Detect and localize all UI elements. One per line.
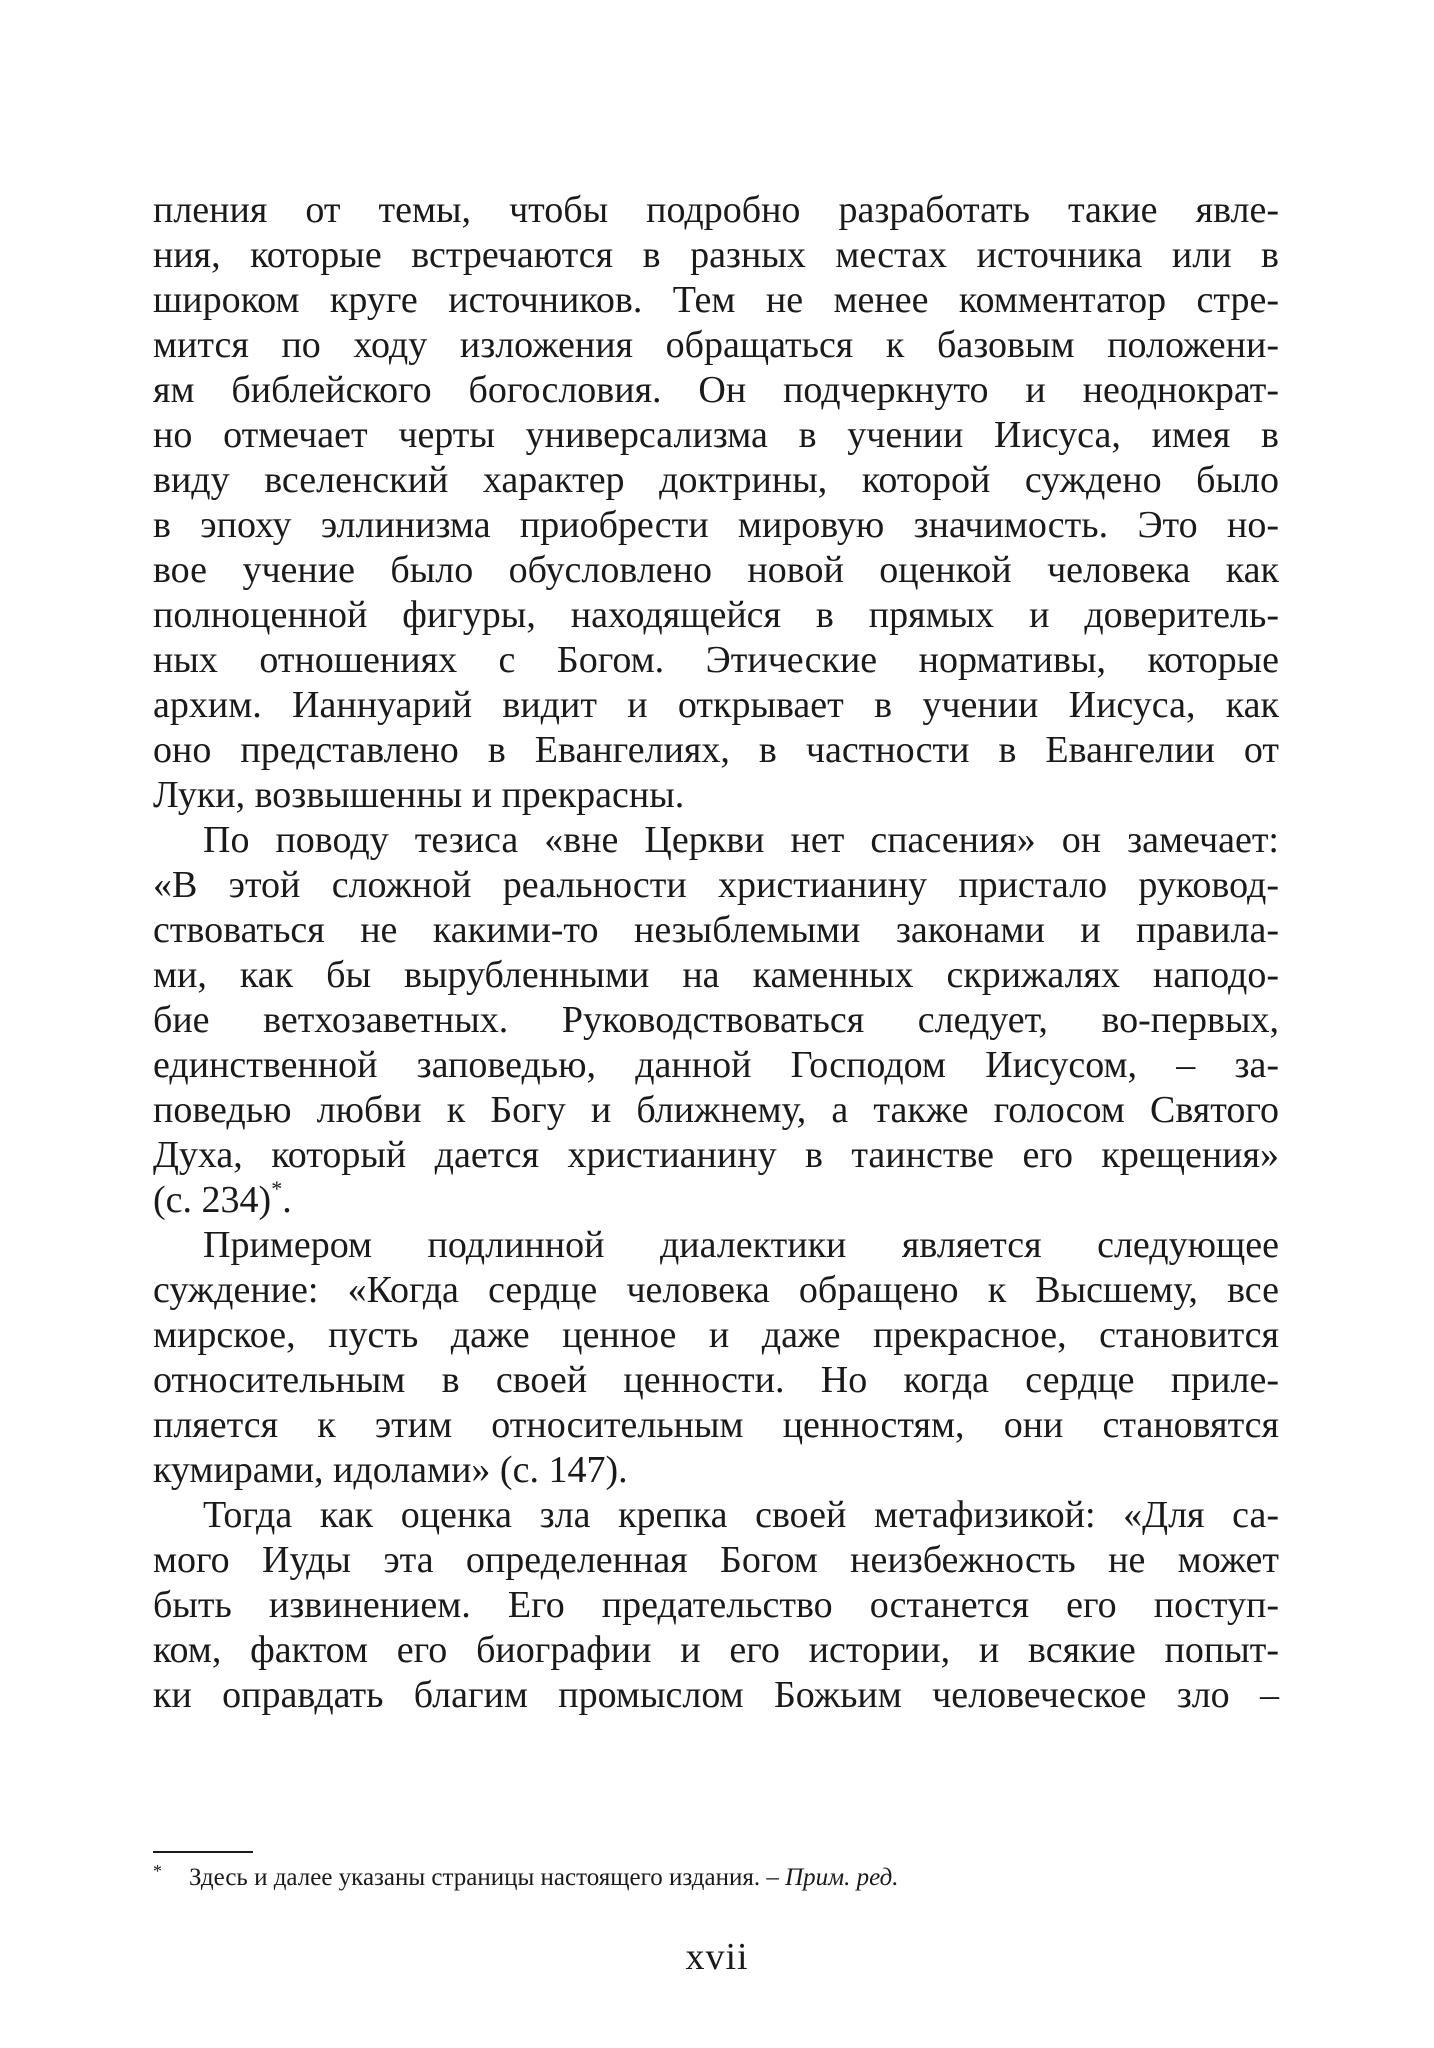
text-line: вое учение было обусловлено новой оценкой человека как: [153, 549, 1279, 591]
text-line: По поводу тезиса «вне Церкви нет спасения» он замечает:: [203, 819, 1279, 861]
text-line-content: (с. 234): [153, 1179, 272, 1221]
text-line: ям библейского богословия. Он подчеркнуто и неоднократ-: [153, 369, 1279, 411]
text-line: Тогда как оценка зла крепка своей метафизикой: «Для са-: [203, 1494, 1279, 1536]
footnote: * Здесь и далее указаны страницы настоящего издания. – Прим. ред.: [153, 1861, 899, 1891]
text-line: относительным в своей ценности. Но когда сердце прилe-: [153, 1359, 1279, 1401]
text-line: мирское, пусть даже ценное и даже прекрасное, становится: [153, 1314, 1279, 1356]
text-line: ки оправдать благим промыслом Божьим человеческое зло –: [153, 1674, 1279, 1716]
text-line: полноценной фигуры, находящейся в прямых и доверитель-: [153, 594, 1279, 636]
text-line: ком, фактом его биографии и его истории, и всякие попыт-: [153, 1629, 1279, 1671]
text-line: Луки, возвышенны и прекрасны.: [153, 774, 685, 816]
text-line: мого Иуды эта определенная Богом неизбежность не может: [153, 1539, 1279, 1581]
footnote-editor-note: Прим. ред.: [785, 1864, 899, 1891]
text-line: архим. Ианнуарий видит и открывает в учении Иисуса, как: [153, 684, 1279, 726]
body-text: [153, 188, 1279, 1718]
text-line: ствоваться не какими-то незыблемыми законами и правила-: [153, 909, 1279, 951]
text-line: кумирами, идолами» (с. 147).: [153, 1449, 628, 1491]
text-line-with-footnote: [153, 1178, 1279, 1223]
text-line: виду вселенский характер доктрины, которой суждено было: [153, 459, 1279, 501]
text-line: единственной заповедью, данной Господом Иисусом, – за-: [153, 1044, 1279, 1086]
text-line: широком круге источников. Тем не менее комментатор стре-: [153, 279, 1279, 321]
text-line: мится по ходу изложения обращаться к базовым положени-: [153, 324, 1279, 366]
text-line: в эпоху эллинизма приобрести мировую значимость. Это но-: [153, 504, 1279, 546]
text-line: бие ветхозаветных. Руководствоваться следует, во-первых,: [153, 999, 1279, 1041]
text-line: ных отношениях с Богом. Этические нормативы, которые: [153, 639, 1279, 681]
text-line: Духа, который дается христианину в таинстве его крещения»: [153, 1134, 1279, 1176]
text-line: пляется к этим относительным ценностям, они становятся: [153, 1404, 1279, 1446]
footnote-text: Здесь и далее указаны страницы настоящего издания. –: [189, 1864, 779, 1891]
footnote-reference[interactable]: *: [271, 1176, 283, 1201]
text-line: оно представлено в Евангелиях, в частности в Евангелии от: [153, 729, 1279, 771]
text-line: пления от темы, чтобы подробно разработать такие явле-: [153, 189, 1279, 231]
text-line: быть извинением. Его предательство останется его поступ-: [153, 1584, 1279, 1626]
text-line: ния, которые встречаются в разных местах источника или в: [153, 234, 1279, 276]
line-end-punctuation: .: [282, 1179, 292, 1221]
text-line: поведью любви к Богу и ближнему, а также голосом Святого: [153, 1089, 1279, 1131]
text-line: ми, как бы вырубленными на каменных скрижалях наподо-: [153, 954, 1279, 996]
page-number: xvii: [685, 1936, 749, 1978]
footnote-divider: [153, 1851, 253, 1853]
text-line: «В этой сложной реальности христианину пристало руковод-: [153, 864, 1279, 906]
text-line: суждение: «Когда сердце человека обращено к Высшему, все: [153, 1269, 1279, 1311]
text-line: Примером подлинной диалектики является следующее: [203, 1224, 1279, 1266]
text-line: но отмечает черты универсализма в учении Иисуса, имея в: [153, 414, 1279, 456]
